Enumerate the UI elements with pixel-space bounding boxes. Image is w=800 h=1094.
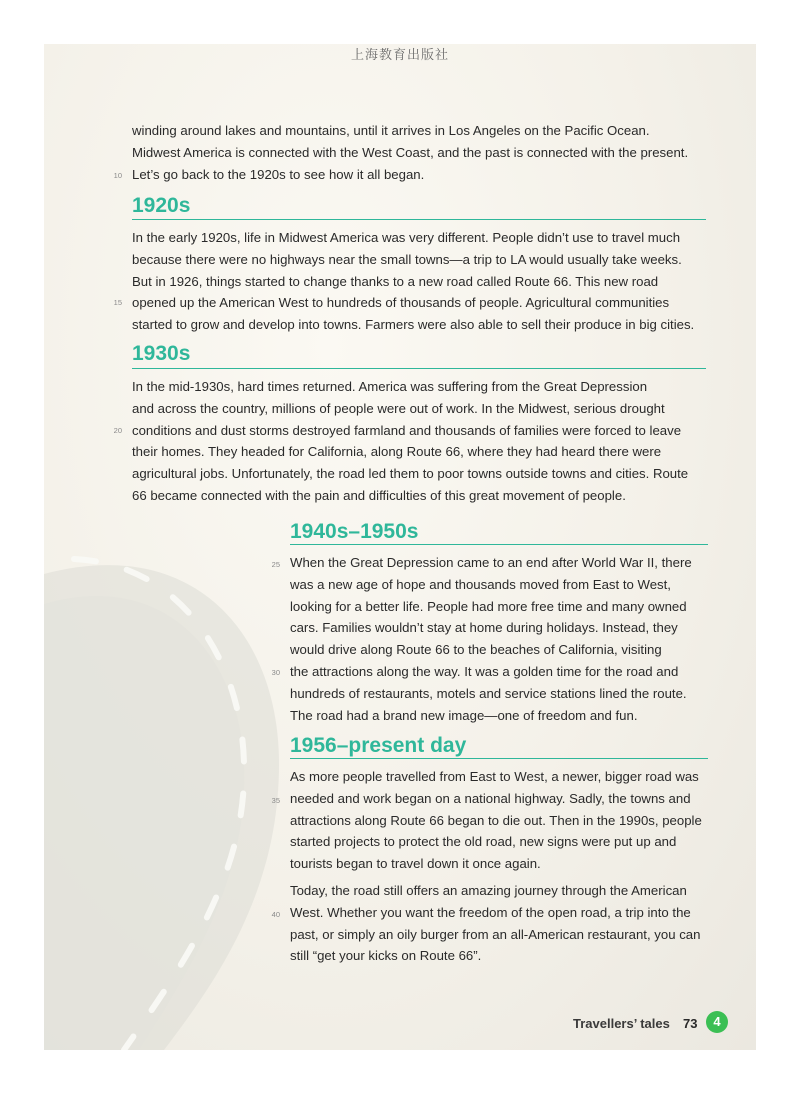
paragraph-line: But in 1926, things started to change thanks to a new road called Route 66. This new road (132, 273, 659, 289)
section-rule (132, 219, 706, 220)
line-number: 20 (113, 426, 122, 435)
paragraph-line: still “get your kicks on Route 66”. (290, 948, 482, 964)
paragraph-line: needed and work began on a national highway. Sadly, the towns and (290, 790, 691, 806)
intro-line: Let’s go back to the 1920s to see how it all began. (132, 166, 425, 182)
paragraph-line: In the early 1920s, life in Midwest America was very different. People didn’t use to travel much (132, 230, 681, 245)
paragraph-line: would drive along Route 66 to the beaches of California, visiting (290, 642, 662, 658)
paragraph-line: because there were no highways near the small towns—a trip to LA would usually take weeks. (132, 251, 682, 267)
paragraph-line: looking for a better life. People had more free time and many owned (290, 598, 687, 614)
publisher-header: 上海教育出版社 (350, 48, 449, 63)
paragraph-line: the attractions along the way. It was a golden time for the road and (290, 663, 679, 679)
line-number: 15 (113, 298, 122, 307)
line-number: 40 (271, 910, 280, 919)
section-1956-paragraph-1 (290, 766, 702, 875)
section-heading-1956-present: 1956–present day (290, 734, 467, 757)
paragraph-line: their homes. They headed for California, along Route 66, where they had heard there were (132, 444, 662, 460)
page-number: 73 (683, 1016, 698, 1031)
paragraph-line: started to grow and develop into towns. Farmers were also able to sell their produce in big cities. (132, 317, 695, 333)
paragraph-line: past, or simply an oily burger from an all-American restaurant, you can (290, 926, 701, 942)
paragraph-line: West. Whether you want the freedom of the open road, a trip into the (290, 904, 691, 920)
paragraph-line: cars. Families wouldn’t stay at home during holidays. Instead, they (290, 620, 678, 636)
paragraph-line: 66 became connected with the pain and difficulties of this great movement of people. (132, 487, 626, 503)
paragraph-line: attractions along Route 66 began to die out. Then in the 1990s, people (290, 812, 702, 828)
section-rule (132, 368, 706, 369)
paragraph-line: When the Great Depression came to an end after World War II, there (290, 555, 692, 570)
paragraph-line: started projects to protect the old road, new signs were put up and (290, 834, 677, 850)
paragraph-line: hundreds of restaurants, motels and service stations lined the route. (290, 685, 687, 701)
paragraph-line: The road had a brand new image—one of freedom and fun. (290, 707, 638, 723)
paragraph-line: was a new age of hope and thousands moved from East to West, (290, 576, 671, 592)
section-1930s-paragraph (132, 376, 688, 507)
paragraph-line: As more people travelled from East to West, a newer, bigger road was (290, 769, 699, 784)
section-1920s-paragraph (132, 227, 694, 336)
line-number: 35 (271, 796, 280, 805)
section-heading-1930s: 1930s (132, 342, 191, 365)
intro-line: Midwest America is connected with the West Coast, and the past is connected with the present. (132, 144, 689, 160)
paragraph-line: agricultural jobs. Unfortunately, the road led them to poor towns outside towns and cities. Route (132, 466, 689, 482)
section-1940s-paragraph (290, 552, 692, 726)
textbook-page (44, 44, 756, 1050)
section-1956-paragraph-2 (290, 880, 700, 967)
unit-badge: 4 (706, 1011, 728, 1033)
paragraph-line: Today, the road still offers an amazing journey through the American (290, 883, 687, 898)
line-number: 30 (271, 668, 280, 677)
paragraph-line: opened up the American West to hundreds of thousands of people. Agricultural communities (132, 295, 670, 311)
line-number: 10 (113, 171, 122, 180)
line-number: 25 (271, 560, 280, 569)
intro-line: winding around lakes and mountains, until it arrives in Los Angeles on the Pacific Ocean. (132, 123, 650, 138)
paragraph-line: and across the country, millions of people were out of work. In the Midwest, serious drought (132, 400, 665, 416)
paragraph-line: conditions and dust storms destroyed farmland and thousands of families were forced to leave (132, 422, 682, 438)
section-heading-1940s-1950s: 1940s–1950s (290, 520, 419, 543)
section-rule (290, 758, 708, 759)
section-heading-1920s: 1920s (132, 194, 191, 217)
paragraph-line: In the mid-1930s, hard times returned. America was suffering from the Great Depression (132, 379, 648, 394)
paragraph-line: tourists began to travel down it once again. (290, 856, 541, 872)
section-rule (290, 544, 708, 545)
footer-chapter-title: Travellers’ tales (573, 1016, 670, 1031)
intro-paragraph (132, 120, 688, 185)
